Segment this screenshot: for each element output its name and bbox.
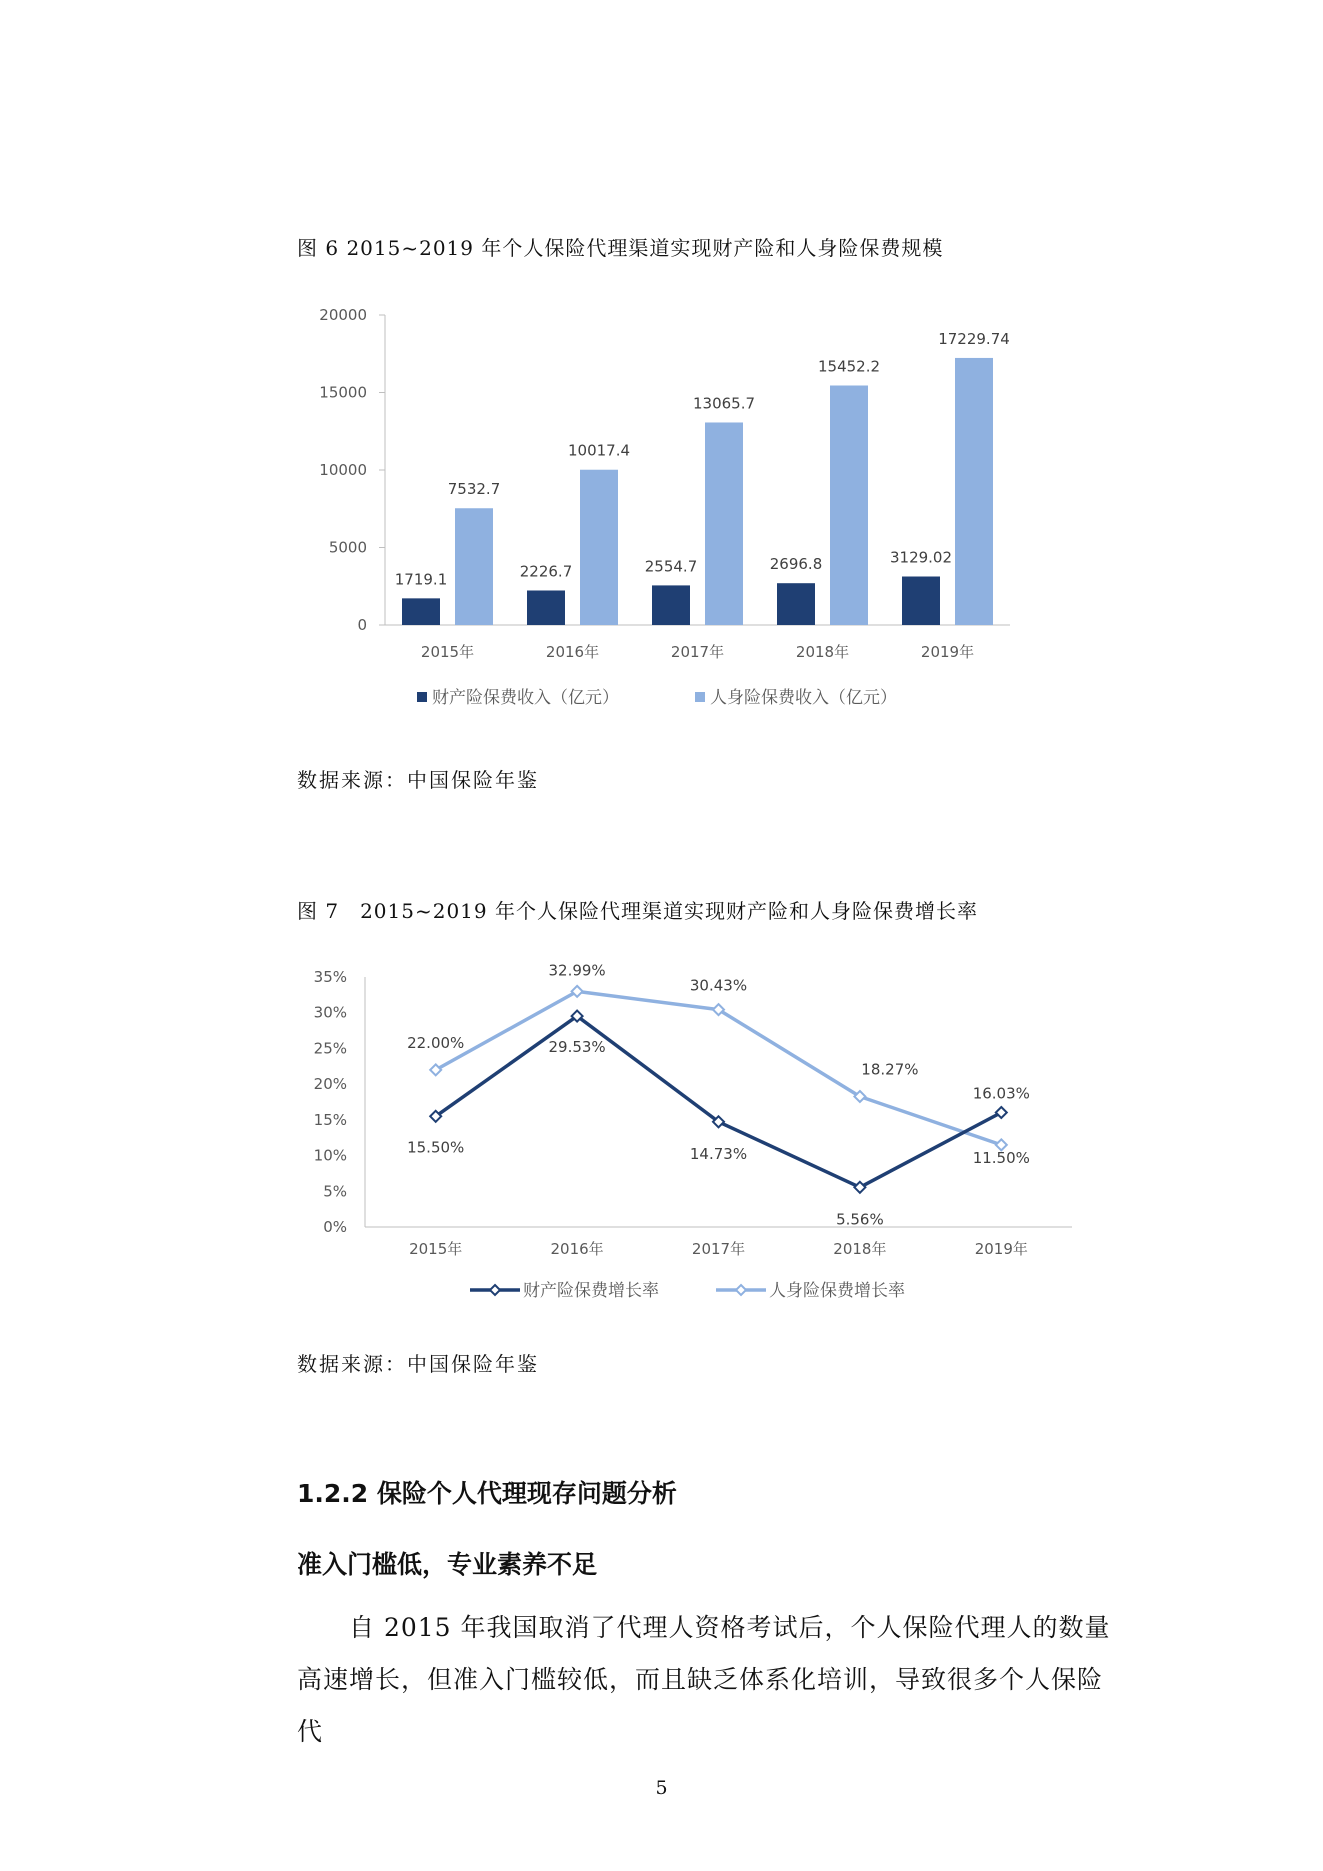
x-tick-label: 2017年: [670, 643, 725, 661]
legend-marker: [490, 1285, 500, 1295]
body-paragraph: [297, 1602, 1127, 1758]
data-label: 15452.2: [817, 357, 881, 376]
figure-7-caption: 图 7 2015~2019 年个人保险代理渠道实现财产险和人身险保费增长率: [297, 899, 978, 923]
x-tick-label: 2015年: [409, 1240, 463, 1258]
figure-6-source: 数据来源：中国保险年鉴: [297, 768, 539, 792]
y-tick-label: 0: [357, 616, 367, 634]
data-label: 16.03%: [972, 1084, 1030, 1103]
paragraph-text: 自 2015 年我国取消了代理人资格考试后，个人保险代理人的数量高速增长，但准入门槛较低，而且缺乏体系化培训，导致很多个人保险代: [297, 1613, 1111, 1746]
data-label: 14.73%: [689, 1144, 748, 1163]
data-label: 32.99%: [548, 961, 606, 980]
section-subheading: 准入门槛低，专业素养不足: [297, 1550, 598, 1579]
y-tick-label: 25%: [313, 1039, 347, 1058]
section-heading: 1.2.2 保险个人代理现存问题分析: [297, 1479, 677, 1508]
y-tick-label: 20%: [313, 1075, 347, 1094]
x-tick-label: 2018年: [833, 1240, 887, 1258]
x-tick-label: 2019年: [974, 1240, 1028, 1258]
data-label: 5.56%: [836, 1210, 884, 1229]
y-tick-label: 30%: [313, 1003, 347, 1022]
data-label: 7532.7: [447, 480, 501, 499]
data-label: 18.27%: [861, 1060, 919, 1079]
figure-7-source: 数据来源：中国保险年鉴: [297, 1352, 539, 1376]
x-tick-label: 2016年: [550, 1240, 604, 1258]
x-tick-label: 2018年: [795, 643, 850, 661]
y-tick-label: 5000: [328, 538, 367, 557]
legend-label: 人身险保费增长率: [769, 1281, 905, 1301]
data-label: 29.53%: [548, 1038, 606, 1057]
legend-label: 人身险保费收入（亿元）: [710, 688, 897, 708]
y-tick-label: 0%: [323, 1218, 347, 1236]
x-tick-label: 2017年: [691, 1240, 746, 1258]
x-tick-label: 2015年: [420, 643, 475, 661]
data-label: 11.50%: [972, 1148, 1030, 1167]
data-label: 10017.4: [567, 441, 631, 460]
y-tick-label: 35%: [313, 968, 347, 986]
data-label: 15.50%: [407, 1138, 465, 1157]
legend-label: 财产险保费增长率: [523, 1281, 659, 1301]
y-tick-label: 15%: [313, 1110, 347, 1129]
data-label: 2226.7: [519, 562, 573, 581]
legend-label: 财产险保费收入（亿元）: [432, 688, 619, 708]
y-tick-label: 15000: [319, 383, 367, 402]
y-tick-label: 10000: [319, 461, 367, 479]
data-label: 22.00%: [407, 1033, 465, 1052]
x-tick-label: 2019年: [920, 643, 975, 661]
y-tick-label: 5%: [323, 1182, 347, 1201]
y-tick-label: 20000: [319, 306, 367, 324]
data-label: 2696.8: [769, 555, 823, 574]
x-tick-label: 2016年: [545, 643, 600, 661]
data-label: 30.43%: [689, 976, 748, 995]
figure-6-caption: 图 6 2015~2019 年个人保险代理渠道实现财产险和人身险保费规模: [297, 236, 944, 260]
data-label: 1719.1: [394, 570, 448, 589]
data-label: 17229.74: [938, 329, 1010, 348]
data-label: 13065.7: [692, 394, 756, 413]
legend-marker: [736, 1285, 746, 1295]
data-label: 3129.02: [889, 548, 953, 567]
y-tick-label: 10%: [313, 1146, 347, 1165]
data-label: 2554.7: [644, 557, 698, 576]
page-number: 5: [655, 1777, 668, 1799]
